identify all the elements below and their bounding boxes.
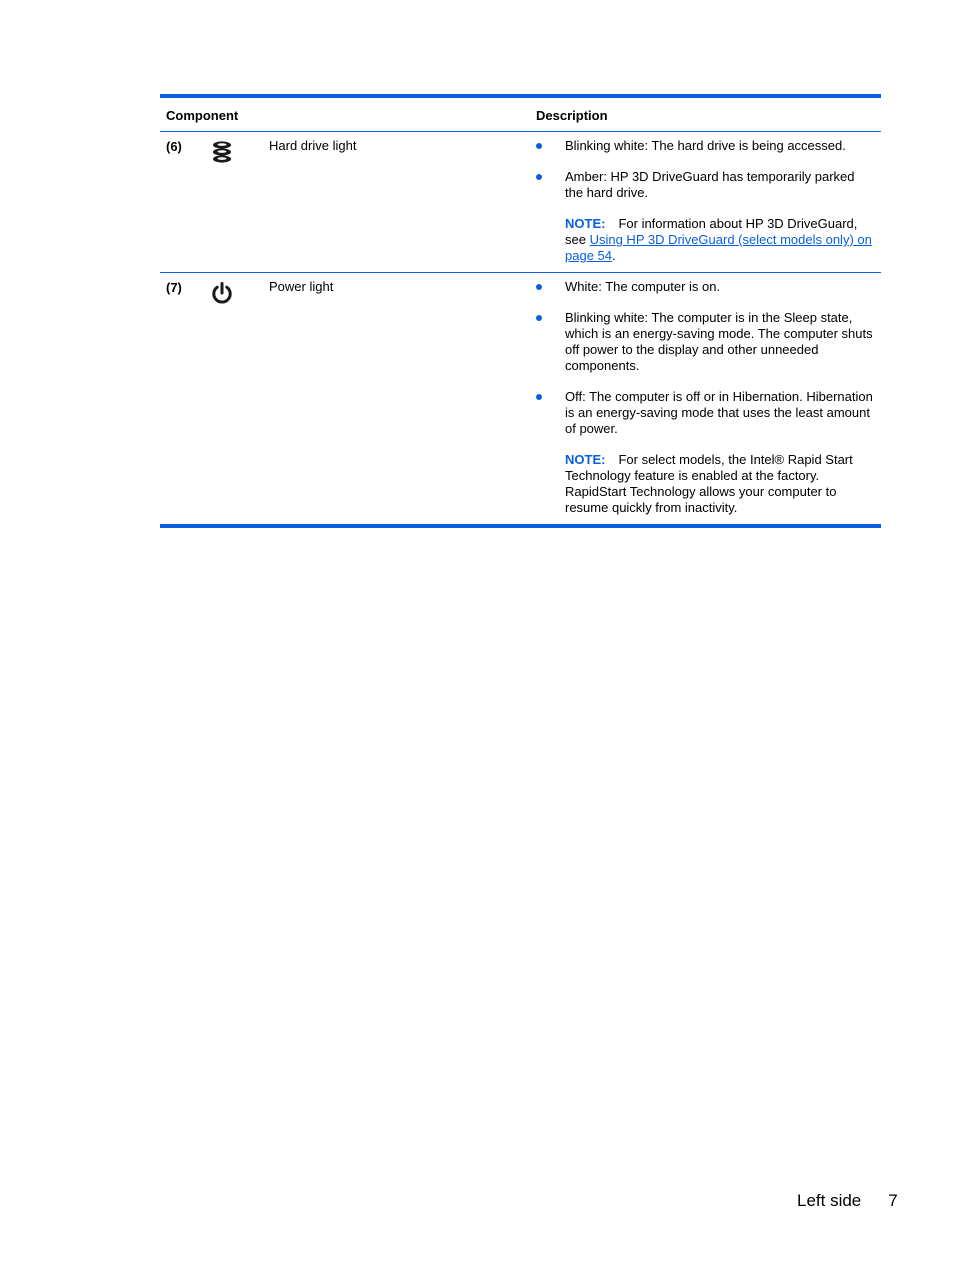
page-footer <box>797 1191 898 1211</box>
table-row-power-light <box>160 273 881 524</box>
bullet-text: Blinking white: The computer is in the Sleep state, which is an energy-saving mode. The computer shuts off power to the display and other unneeded components. <box>565 310 873 373</box>
list-item <box>536 169 876 201</box>
component-name: Power light <box>269 279 334 294</box>
table-row-hard-drive-light <box>160 132 881 272</box>
bullet-text: White: The computer is on. <box>565 279 721 294</box>
list-item <box>536 310 876 374</box>
header-component: Component <box>166 108 239 123</box>
list-item <box>536 389 876 437</box>
note-label: NOTE: <box>565 216 606 231</box>
component-description <box>536 132 876 272</box>
row-number: (6) <box>166 139 182 154</box>
bullet-icon <box>536 143 542 149</box>
note-text: For information about HP 3D DriveGuard, see <box>565 216 858 247</box>
list-item <box>536 279 876 295</box>
driveguard-link[interactable]: Using HP 3D DriveGuard (select models only) on page 54 <box>565 232 872 263</box>
component-description <box>536 273 876 524</box>
table-header <box>160 98 881 131</box>
row-number: (7) <box>166 280 182 295</box>
bullet-icon <box>536 394 542 400</box>
header-description: Description <box>536 108 608 123</box>
note-text-after: . <box>612 248 616 263</box>
page-number: 7 <box>888 1191 898 1210</box>
bullet-icon <box>536 315 542 321</box>
bullet-text: Off: The computer is off or in Hibernation. Hibernation is an energy-saving mode that uses the least amount of power. <box>565 389 873 436</box>
bullet-text: Amber: HP 3D DriveGuard has temporarily parked the hard drive. <box>565 169 855 200</box>
component-name: Hard drive light <box>269 138 357 153</box>
note-text: For select models, the Intel® Rapid Start Technology feature is enabled at the factory. RapidStart Technology allows your computer to resume quickly from inactivity. <box>565 452 853 515</box>
note <box>536 216 876 264</box>
footer-section-title: Left side <box>797 1191 862 1210</box>
bullet-icon <box>536 174 542 180</box>
power-icon <box>210 281 234 305</box>
component-table <box>160 94 881 528</box>
note-label: NOTE: <box>565 452 606 467</box>
list-item <box>536 138 876 154</box>
bullet-text: Blinking white: The hard drive is being accessed. <box>565 138 846 153</box>
bullet-icon <box>536 284 542 290</box>
table-bottom-rule <box>160 524 881 528</box>
hard-drive-icon <box>210 140 234 164</box>
note <box>536 452 876 516</box>
